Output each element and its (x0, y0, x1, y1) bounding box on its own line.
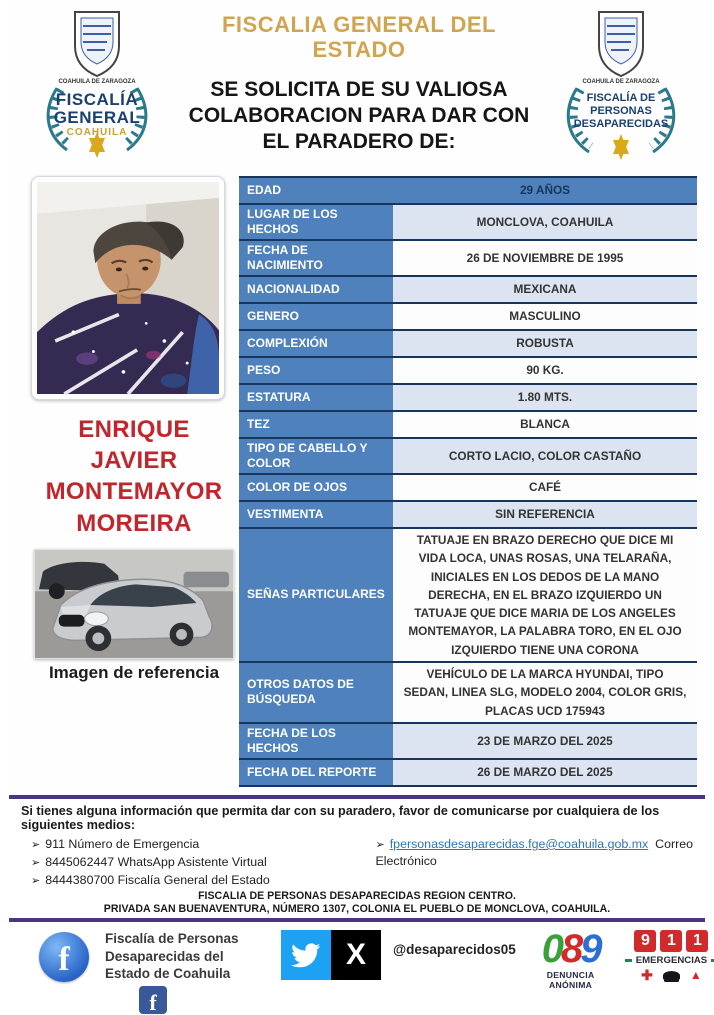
table-row (239, 178, 697, 205)
email-label: Correo Electrónico (375, 836, 693, 868)
fiscalia-general-logo (23, 4, 171, 164)
field-label: FECHA DE LOS HECHOS (239, 724, 393, 760)
field-value: MONCLOVA, COAHUILA (393, 205, 697, 241)
social-handle: @desaparecidos05 (393, 942, 516, 958)
field-value: 23 DE MARZO DEL 2025 (393, 724, 697, 760)
logo-text: GENERAL (53, 108, 141, 127)
field-value: 26 DE NOVIEMBRE DE 1995 (393, 241, 697, 277)
emergency-digit: 9 (634, 930, 656, 952)
facebook-page-name: Fiscalía de Personas Desaparecidas del Estado de Coahuila (105, 931, 239, 982)
contact-intro: Si tienes alguna información que permita dar con su paradero, favor de comunicarse por cualquiera de los siguientes medios: (21, 803, 660, 832)
logo-text: FISCALÍA (55, 90, 139, 109)
page-subtitle: SE SOLICITA DE SU VALIOSA COLABORACION PARA DAR CON EL PARADERO DE: (188, 77, 530, 154)
page-title: FISCALIA GENERAL DEL ESTADO (221, 12, 496, 63)
table-row (239, 331, 697, 358)
person-name-line: MONTEMAYOR (45, 478, 223, 506)
contact-list-left (21, 835, 366, 890)
main-content (9, 174, 705, 787)
emergency-digit: 1 (660, 930, 682, 952)
contact-list-right (366, 835, 693, 890)
field-label: SEÑAS PARTICULARES (239, 529, 393, 663)
police-cap-icon (663, 971, 680, 980)
twitter-bird-icon (289, 938, 323, 972)
table-row (239, 475, 697, 502)
header-titles (171, 4, 547, 155)
arrow-bullet-icon: ➢ (375, 838, 385, 851)
table-row (239, 241, 697, 277)
left-column (31, 176, 237, 787)
field-value: 29 AÑOS (393, 178, 697, 205)
arrow-bullet-icon: ➢ (31, 838, 41, 851)
region-line: FISCALIA DE PERSONAS DESAPARECIDAS REGION CENTRO. (198, 890, 516, 903)
x-icon[interactable]: X (331, 930, 381, 980)
table-row (239, 663, 697, 724)
contact-item: ➢ 8444380700 Fiscalía General del Estado (31, 872, 270, 887)
contact-item: ➢ 911 Número de Emergencia (31, 836, 200, 851)
table-row (239, 760, 697, 787)
field-label: TEZ (239, 412, 393, 439)
table-row (239, 529, 697, 663)
arrow-bullet-icon: ➢ (31, 856, 41, 869)
person-name (31, 414, 237, 539)
table-row (239, 358, 697, 385)
field-label: ESTATURA (239, 385, 393, 412)
field-value: 26 DE MARZO DEL 2025 (393, 760, 697, 787)
tip-label: DENUNCIA ANÓNIMA (546, 970, 595, 991)
table-row (239, 304, 697, 331)
field-label: PESO (239, 358, 393, 385)
field-label: NACIONALIDAD (239, 277, 393, 304)
field-value: MASCULINO (393, 304, 697, 331)
denuncia-anonima-logo (541, 927, 600, 991)
field-value: MEXICANA (393, 277, 697, 304)
field-value: SIN REFERENCIA (393, 502, 697, 529)
field-value: BLANCA (393, 412, 697, 439)
crest-laurel-star-icon (23, 4, 171, 164)
contact-item: ➢ 8445062447 WhatsApp Asistente Virtual (31, 854, 267, 869)
twitter-icon[interactable] (281, 930, 331, 980)
emergency-number (625, 930, 714, 952)
footer (9, 922, 708, 1015)
field-label: VESTIMENTA (239, 502, 393, 529)
table-row (239, 277, 697, 304)
logo-text: FISCALÍA DE (586, 92, 656, 104)
person-photo (31, 176, 225, 400)
photo-caption: Imagen de referencia (48, 662, 220, 682)
table-row (239, 502, 697, 529)
fire-icon: ▲ (689, 968, 702, 983)
emergency-icons (625, 968, 714, 982)
person-name-line: JAVIER (90, 447, 178, 475)
field-label: EDAD (239, 178, 393, 205)
facebook-square-icon[interactable]: f (139, 986, 167, 1014)
tip-number: 089 (541, 927, 600, 972)
arrow-bullet-icon: ➢ (31, 874, 41, 887)
svg-text:COAHUILA DE ZARAGOZA: COAHUILA DE ZARAGOZA (582, 79, 660, 85)
field-label: LUGAR DE LOS HECHOS (239, 205, 393, 241)
logo-text: DESAPARECIDAS (573, 118, 669, 130)
missing-person-poster (9, 0, 708, 1015)
logo-text: PERSONAS (590, 105, 652, 117)
field-label: COLOR DE OJOS (239, 475, 393, 502)
header (9, 0, 705, 174)
field-value: VEHÍCULO DE LA MARCA HYUNDAI, TIPO SEDAN, LINEA SLG, MODELO 2004, COLOR GRIS, PLACAS UCD 175943 (393, 663, 697, 724)
emergency-label: EMERGENCIAS (625, 955, 714, 966)
details-table (239, 176, 697, 787)
address-line: PRIVADA SAN BUENAVENTURA, NÚMERO 1307, COLONIA EL PUEBLO DE MONCLOVA, COAHUILA. (103, 903, 611, 916)
field-value: 1.80 MTS. (393, 385, 697, 412)
person-name-line: MOREIRA (76, 509, 192, 537)
field-label: OTROS DATOS DE BÚSQUEDA (239, 663, 393, 724)
field-value: CORTO LACIO, COLOR CASTAÑO (393, 439, 697, 475)
fiscalia-personas-desaparecidas-logo (547, 4, 695, 164)
facebook-circle-icon[interactable]: f (39, 932, 89, 982)
table-row (239, 412, 697, 439)
emergencias-911-logo (625, 930, 714, 982)
social-group (281, 930, 516, 980)
contact-box (9, 795, 705, 923)
person-photo-image (37, 182, 219, 394)
facebook-group (39, 930, 269, 1015)
field-value: 90 KG. (393, 358, 697, 385)
table-row (239, 205, 697, 241)
crest-laurel-star-icon (547, 4, 695, 164)
field-label: COMPLEXIÓN (239, 331, 393, 358)
field-label: FECHA DE NACIMIENTO (239, 241, 393, 277)
field-label: FECHA DEL REPORTE (239, 760, 393, 787)
email-link[interactable]: fpersonasdesaparecidas.fge@coahuila.gob.mx (389, 836, 649, 851)
person-name-line: ENRIQUE (78, 416, 190, 443)
vehicle-photo (34, 549, 234, 659)
table-row (239, 724, 697, 760)
red-cross-icon: ✚ (641, 967, 653, 984)
field-value: CAFÉ (393, 475, 697, 502)
emergency-digit: 1 (686, 930, 708, 952)
svg-text:COAHUILA DE ZARAGOZA: COAHUILA DE ZARAGOZA (58, 79, 136, 85)
table-row (239, 439, 697, 475)
logo-text: COAHUILA (66, 127, 128, 138)
field-label: GENERO (239, 304, 393, 331)
contact-item-email (376, 836, 693, 870)
table-row (239, 385, 697, 412)
field-label: TIPO DE CABELLO Y COLOR (239, 439, 393, 475)
vehicle-photo-image (35, 550, 233, 658)
field-value: ROBUSTA (393, 331, 697, 358)
field-value: TATUAJE EN BRAZO DERECHO QUE DICE MI VIDA LOCA, UNAS ROSAS, UNA TELARAÑA, INICIALES EN LOS DEDOS DE LA MANO DERECHA, EN EL BRAZO IZQUIERDO UN TATUAJE QUE DICE MARIA DE LOS ANGELES MONTEMAYOR, LA PALABRA TORO, EN EL OJO IZQUIERDO TIENE UNA CORONA (393, 529, 697, 663)
